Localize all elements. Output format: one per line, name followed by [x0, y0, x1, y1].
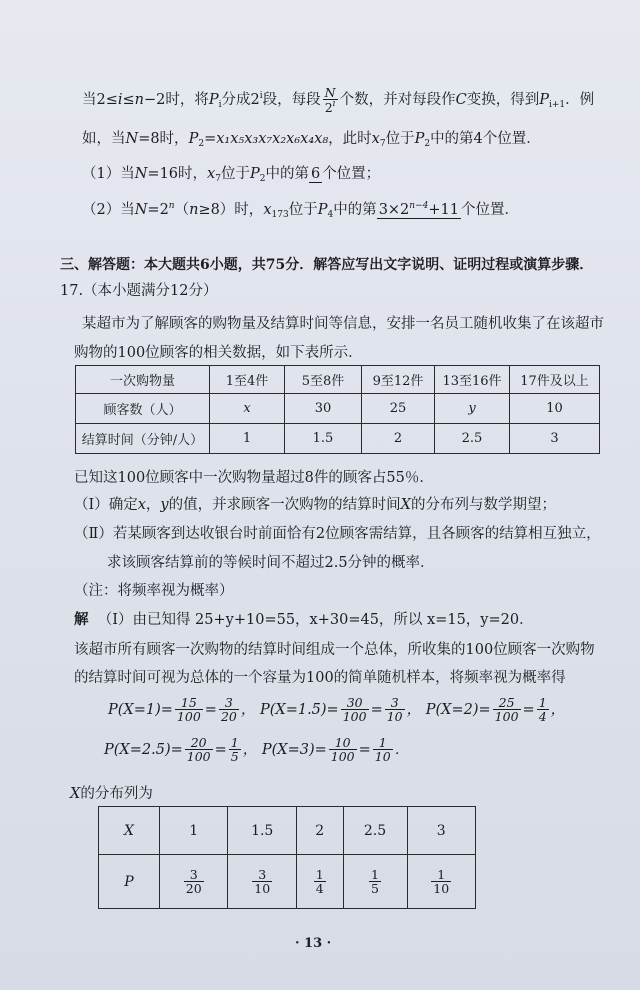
question-17-intro-2: 购物的100位顾客的相关数据，如下表所示．	[74, 345, 363, 361]
distribution-label: X的分布列为	[70, 786, 153, 802]
table-header-cell: 一次购物量	[76, 366, 210, 394]
table-row	[99, 855, 476, 909]
table-header-cell: 13至16件	[435, 366, 510, 394]
text-line-3: （1）当N=16时，$x_7$位于$P_2$中的第 6 个位置；	[82, 166, 381, 184]
table-cell: $\frac{1}{5}$	[343, 855, 407, 909]
table-cell: 1.5	[228, 807, 296, 855]
question-17-header: 17.（本小题满分12分）	[60, 283, 218, 299]
table-cell: 30	[285, 394, 362, 424]
shopping-data-table	[75, 365, 600, 454]
probabilities-line-1	[108, 696, 565, 723]
fraction-n-over-2i: $\frac{N}{2^i}$	[324, 85, 336, 116]
answer-blank-2: $3\times 2^{n-4}+11$	[378, 201, 459, 218]
solution-label: 解	[74, 611, 89, 628]
table-cell: x	[210, 394, 285, 424]
probability-item: P(X=1)= $\frac{15}{100}$ = $\frac{3}{20}$ ，	[108, 695, 256, 725]
table-header-cell: 17件及以上	[510, 366, 600, 394]
page-number: · 13 ·	[295, 936, 332, 951]
table-row	[76, 394, 600, 424]
given-condition: 已知这100位顾客中一次购物量超过8件的顾客占55％．	[74, 470, 434, 486]
text-line-4: （2）当$N=2^n(n\ge 8)$时，$x_{173}$位于$P_4$中的第 $3\times 2^{n-4}+11$ 个位置．	[82, 201, 519, 220]
table-cell: 10	[510, 394, 600, 424]
answer-blank-1: 6	[310, 166, 321, 182]
probability-item: P(X=2)= $\frac{25}{100}$ = $\frac{1}{4}$ ，	[425, 695, 566, 725]
distribution-table	[98, 806, 476, 909]
table-cell: $\frac{1}{10}$	[407, 855, 476, 909]
text-line-1: 当2≤i≤n−2时，将$P_i$分成2$^i$段，每段 $\frac{N}{2^i}$ 个数，并对每段作C变换，得到$P_{i+1}$．例	[82, 85, 595, 116]
table-cell: 3	[510, 424, 600, 454]
table-cell: y	[435, 394, 510, 424]
table-cell: $\frac{3}{10}$	[228, 855, 296, 909]
solution-line-2: 该超市所有顾客一次购物的结算时间组成一个总体，所收集的100位顾客一次购物	[74, 642, 595, 658]
part-2-question-line-2: 求该顾客结算前的等候时间不超过2.5分钟的概率．	[107, 555, 435, 571]
table-cell: 3	[407, 807, 476, 855]
table-cell: 2.5	[435, 424, 510, 454]
table-cell: 结算时间（分钟/人）	[76, 424, 210, 454]
probability-item: P(X=1.5)= $\frac{30}{100}$ = $\frac{3}{10}$ ，	[259, 695, 422, 725]
table-cell: $\frac{3}{20}$	[160, 855, 228, 909]
table-row	[76, 424, 600, 454]
probabilities-line-2	[104, 736, 409, 763]
table-cell: 2	[362, 424, 435, 454]
table-cell: 25	[362, 394, 435, 424]
table-cell: 1.5	[285, 424, 362, 454]
probability-item: P(X=2.5)= $\frac{20}{100}$ = $\frac{1}{5}$ ，	[104, 735, 258, 765]
table-header-row	[76, 366, 600, 394]
text-line-2: 如，当N=8时，$P_2=x_1x_5x_3x_7x_2x_6x_4x_8$，此时$x_7$位于$P_2$中的第4个位置．	[82, 131, 541, 149]
table-cell: 2.5	[343, 807, 407, 855]
note: （注：将频率视为概率）	[74, 583, 234, 599]
section-heading: 三、解答题：本大题共6小题，共75分．解答应写出文字说明、证明过程或演算步骤．	[60, 257, 594, 273]
table-header-cell: 1至4件	[210, 366, 285, 394]
part-2-question-line-1: （Ⅱ）若某顾客到达收银台时前面恰有2位顾客需结算，且各顾客的结算相互独立，	[74, 526, 601, 542]
question-17-intro-1: 某超市为了解顾客的购物量及结算时间等信息，安排一名员工随机收集了在该超市	[82, 316, 604, 332]
table-row	[99, 807, 476, 855]
table-header-cell: 5至8件	[285, 366, 362, 394]
probability-item: P(X=3)= $\frac{10}{100}$ = $\frac{1}{10}$ ．	[261, 735, 410, 765]
solution-line-1: 解 （Ⅰ）由已知得 25+y+10=55，x+30=45，所以 x=15，y=20．	[74, 611, 534, 628]
solution-line-3: 的结算时间可视为总体的一个容量为100的简单随机样本，将频率视为概率得	[74, 670, 566, 686]
part-1-question: （Ⅰ）确定x，y的值，并求顾客一次购物的结算时间X的分布列与数学期望；	[74, 497, 556, 513]
table-cell: 2	[296, 807, 343, 855]
table-cell: P	[99, 855, 160, 909]
table-cell: X	[99, 807, 160, 855]
table-cell: 1	[210, 424, 285, 454]
table-cell: $\frac{1}{4}$	[296, 855, 343, 909]
table-header-cell: 9至12件	[362, 366, 435, 394]
table-cell: 1	[160, 807, 228, 855]
table-cell: 顾客数（人）	[76, 394, 210, 424]
